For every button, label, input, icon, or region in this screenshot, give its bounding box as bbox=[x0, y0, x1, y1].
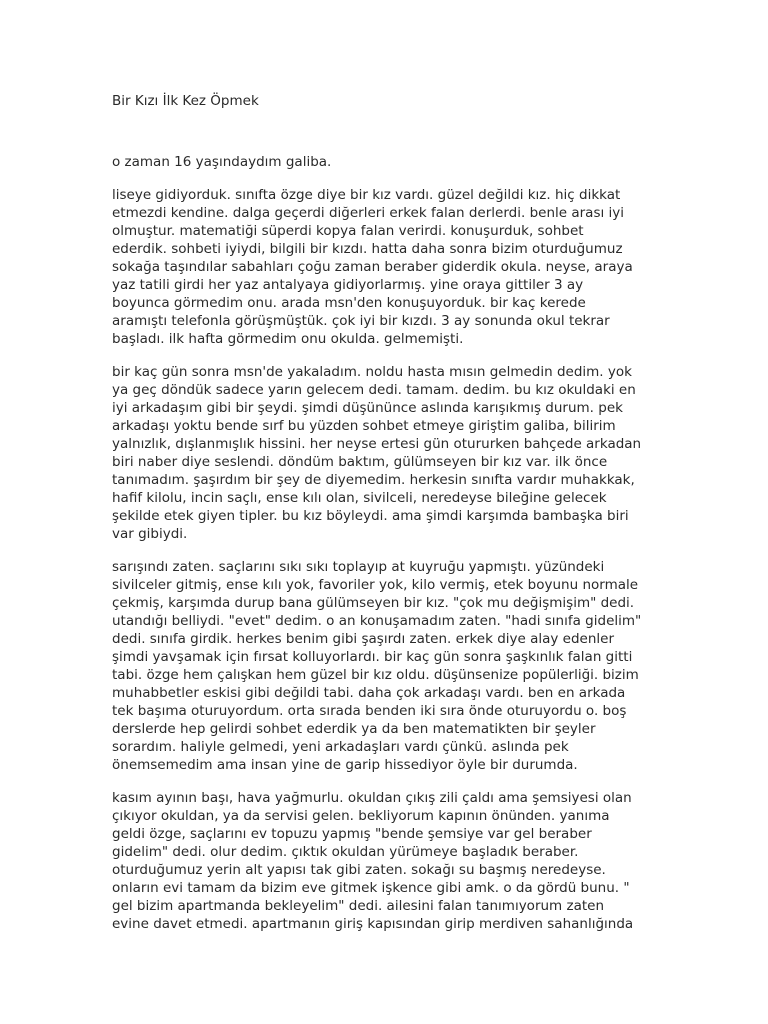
text-line: dedi. sınıfa girdik. herkes benim gibi şaşırdı zaten. erkek diye alay edenler bbox=[112, 631, 615, 647]
text-line: o zaman 16 yaşındaydım galiba. bbox=[112, 154, 332, 170]
text-line: iyi arkadaşım gibi bir şeydi. şimdi düşününce aslında karışıkmış durum. pek bbox=[112, 400, 623, 416]
document-body bbox=[112, 153, 672, 948]
paragraph bbox=[112, 186, 672, 348]
text-line: sorardım. haliyle gelmedi, yeni arkadaşları vardı çünkü. aslında pek bbox=[112, 739, 569, 755]
paragraph bbox=[112, 558, 672, 774]
text-line: sokağa taşındılar sabahları çoğu zaman beraber giderdik okula. neyse, araya bbox=[112, 259, 633, 275]
text-line: oturduğumuz yerin alt yapısı tak gibi zaten. sokağı su başmış neredeyse. bbox=[112, 862, 606, 878]
text-line: arkadaşı yoktu bende sırf bu yüzden sohbet etmeye giriştim galiba, bilirim bbox=[112, 418, 616, 434]
text-line: biri naber diye seslendi. döndüm baktım, gülümseyen bir kız var. ilk önce bbox=[112, 454, 608, 470]
text-line: aramıştı telefonla görüşmüştük. çok iyi bir kızdı. 3 ay sonunda okul tekrar bbox=[112, 313, 610, 329]
text-line: gel bizim apartmanda bekleyelim" dedi. ailesini falan tanımıyorum zaten bbox=[112, 898, 605, 914]
document-title: Bir Kızı İlk Kez Öpmek bbox=[112, 93, 259, 109]
text-line: bir kaç gün sonra msn'de yakaladım. noldu hasta mısın gelmedin dedim. yok bbox=[112, 364, 632, 380]
text-line: etmezdi kendine. dalga geçerdi diğerleri erkek falan derlerdi. benle arası iyi bbox=[112, 205, 625, 221]
text-line: olmuştur. matematiği süperdi kopya falan verirdi. konuşurduk, sohbet bbox=[112, 223, 584, 239]
text-line: çıkıyor okuldan, ya da servisi gelen. bekliyorum kapının önünden. yanıma bbox=[112, 808, 610, 824]
text-line: çekmiş, karşımda durup bana gülümseyen bir kız. "çok mu değişmişim" dedi. bbox=[112, 595, 635, 611]
text-line: liseye gidiyorduk. sınıfta özge diye bir kız vardı. güzel değildi kız. hiç dikkat bbox=[112, 187, 621, 203]
text-line: tek başıma oturuyordum. orta sırada benden iki sıra önde oturuyordu o. boş bbox=[112, 703, 627, 719]
text-line: boyunca görmedim onu. arada msn'den konuşuyorduk. bir kaç kerede bbox=[112, 295, 586, 311]
text-line: derslerde hep gelirdi sohbet ederdik ya da ben matematikten bir şeyler bbox=[112, 721, 596, 737]
text-line: geldi özge, saçlarını ev topuzu yapmış "bende şemsiye var gel beraber bbox=[112, 826, 592, 842]
paragraph bbox=[112, 153, 672, 171]
text-line: yalnızlık, dışlanmışlık hissini. her neyse ertesi gün otururken bahçede arkadan bbox=[112, 436, 642, 452]
text-line: gidelim" dedi. olur dedim. çıktık okuldan yürümeye başladık beraber. bbox=[112, 844, 579, 860]
text-line: tabi. özge hem çalışkan hem güzel bir kız oldu. düşünsenize popülerliği. bizim bbox=[112, 667, 639, 683]
text-line: muhabbetler eskisi gibi değildi tabi. daha çok arkadaşı vardı. ben en arkada bbox=[112, 685, 626, 701]
paragraph bbox=[112, 789, 672, 933]
text-line: utandığı belliydi. "evet" dedim. o an konuşamadım zaten. "hadi sınıfa gidelim" bbox=[112, 613, 642, 629]
text-line: ya geç döndük sadece yarın gelecem dedi. tamam. dedim. bu kız okuldaki en bbox=[112, 382, 636, 398]
text-line: önemsemedim ama insan yine de garip hissediyor öyle bir durumda. bbox=[112, 757, 578, 773]
text-line: ederdik. sohbeti iyiydi, bilgili bir kızdı. hatta daha sonra bizim oturduğumuz bbox=[112, 241, 623, 257]
text-line: yaz tatili girdi her yaz antalyaya gidiyorlarmış. yine oraya gittiler 3 ay bbox=[112, 277, 584, 293]
text-line: şimdi yavşamak için fırsat kolluyorlardı. bir kaç gün sonra şaşkınlık falan gitti bbox=[112, 649, 633, 665]
text-line: evine davet etmedi. apartmanın giriş kapısından girip merdiven sahanlığında bbox=[112, 916, 634, 932]
text-line: tanımadım. şaşırdım bir şey de diyemedim. herkesin sınıfta vardır muhakkak, bbox=[112, 472, 635, 488]
text-line: kasım ayının başı, hava yağmurlu. okuldan çıkış zili çaldı ama şemsiyesi olan bbox=[112, 790, 632, 806]
text-line: onların evi tamam da bizim eve gitmek işkence gibi amk. o da gördü bunu. " bbox=[112, 880, 630, 896]
text-line: var gibiydi. bbox=[112, 526, 188, 542]
text-line: başladı. ilk hafta görmedim onu okulda. gelmemişti. bbox=[112, 331, 464, 347]
text-line: sarışındı zaten. saçlarını sıkı sıkı toplayıp at kuyruğu yapmıştı. yüzündeki bbox=[112, 559, 605, 575]
text-line: sivilceler gitmiş, ense kılı yok, favoriler yok, kilo vermiş, etek boyunu normale bbox=[112, 577, 639, 593]
text-line: hafif kilolu, incin saçlı, ense kılı olan, sivilceli, neredeyse bileğine gelecek bbox=[112, 490, 607, 506]
paragraph bbox=[112, 363, 672, 543]
text-line: şekilde etek giyen tipler. bu kız böyleydi. ama şimdi karşımda bambaşka biri bbox=[112, 508, 629, 524]
